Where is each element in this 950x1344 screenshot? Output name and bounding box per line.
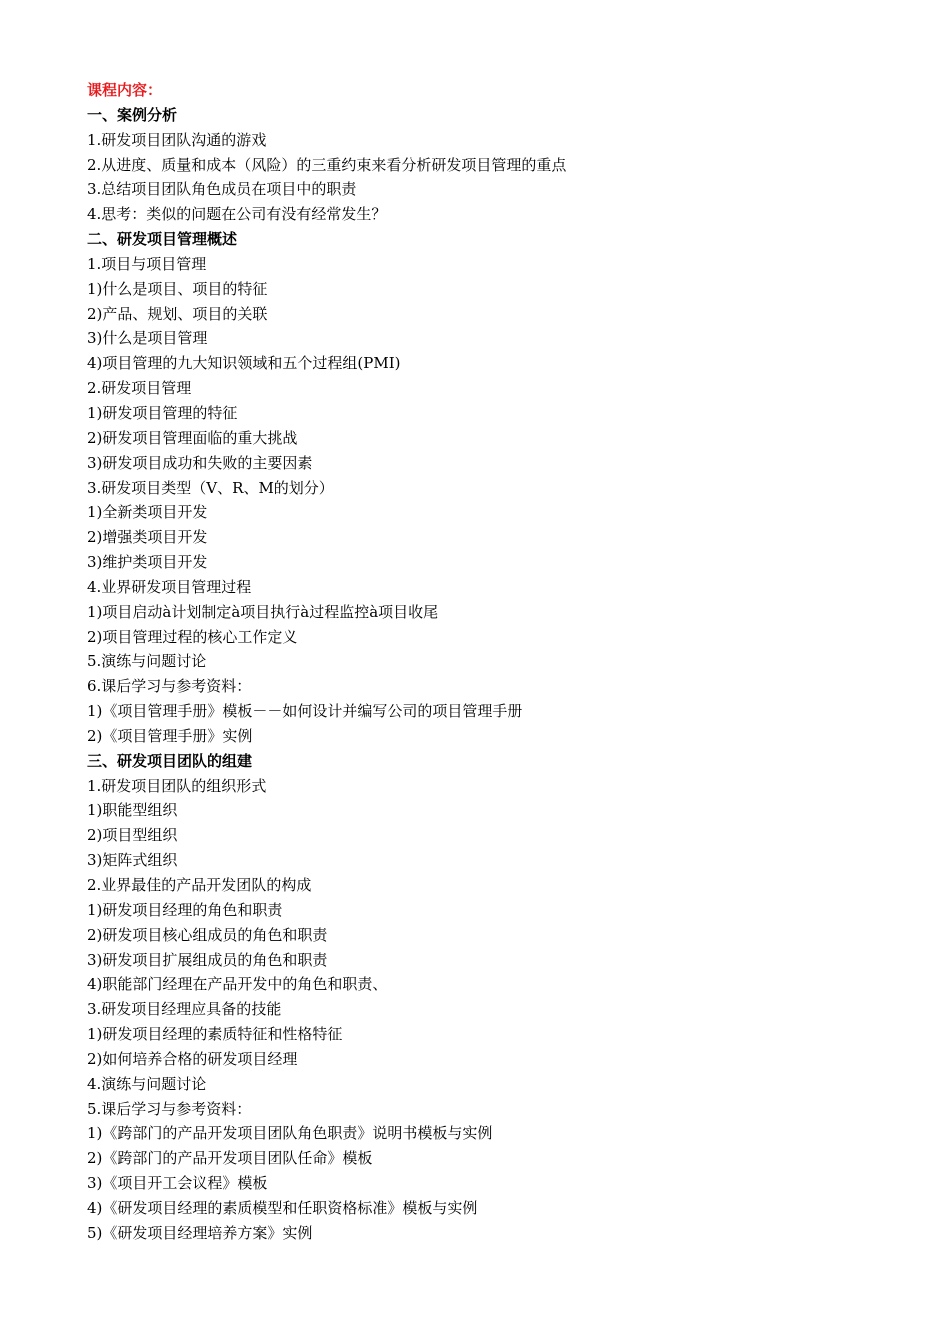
content-item: 2)产品、规划、项目的关联 — [87, 304, 268, 323]
content-item: 1.研发项目团队的组织形式 — [87, 776, 267, 795]
content-item: 2)项目型组织 — [87, 826, 178, 845]
content-item: 6.课后学习与参考资料： — [87, 677, 252, 696]
content-item: 3)什么是项目管理 — [87, 329, 208, 348]
content-item: 1)《跨部门的产品开发项目团队角色职责》说明书模板与实例 — [87, 1124, 493, 1143]
content-item: 1)《项目管理手册》模板－－如何设计并编写公司的项目管理手册 — [87, 702, 523, 721]
content-item: 2)《项目管理手册》实例 — [87, 726, 253, 745]
content-item: 1)全新类项目开发 — [87, 503, 208, 522]
content-item: 5)《研发项目经理培养方案》实例 — [87, 1223, 313, 1242]
content-item: 1.项目与项目管理 — [87, 254, 207, 273]
content-item: 1)什么是项目、项目的特征 — [87, 279, 268, 298]
content-item: 2)研发项目核心组成员的角色和职责 — [87, 925, 328, 944]
content-item: 3)《项目开工会议程》模板 — [87, 1174, 268, 1193]
content-item: 3.研发项目经理应具备的技能 — [87, 1000, 282, 1019]
content-item: 4.思考：类似的问题在公司有没有经常发生？ — [87, 205, 387, 224]
section-heading: 三、研发项目团队的组建 — [87, 751, 253, 770]
content-item: 5.演练与问题讨论 — [87, 652, 207, 671]
content-item: 1)职能型组织 — [87, 801, 178, 820]
content-item: 5.课后学习与参考资料： — [87, 1099, 252, 1118]
content-item: 2)研发项目管理面临的重大挑战 — [87, 428, 298, 447]
content-item: 3)矩阵式组织 — [87, 851, 178, 870]
section-heading: 二、研发项目管理概述 — [87, 230, 238, 249]
content-lines — [87, 103, 907, 1246]
content-item: 3.研发项目类型（V、R、M的划分） — [87, 478, 334, 497]
content-item: 2.从进度、质量和成本（风险）的三重约束来看分析研发项目管理的重点 — [87, 155, 567, 174]
content-item: 2)项目管理过程的核心工作定义 — [87, 627, 298, 646]
content-item: 1)项目启动à计划制定à项目执行à过程监控à项目收尾 — [87, 602, 439, 621]
document-page — [87, 78, 907, 1246]
section-heading: 一、案例分析 — [87, 105, 178, 124]
content-item: 3.总结项目团队角色成员在项目中的职责 — [87, 180, 357, 199]
content-item: 3)研发项目扩展组成员的角色和职责 — [87, 950, 328, 969]
content-item: 4)《研发项目经理的素质模型和任职资格标准》模板与实例 — [87, 1198, 478, 1217]
content-item: 4.业界研发项目管理过程 — [87, 577, 252, 596]
content-item: 4)项目管理的九大知识领域和五个过程组(PMI) — [87, 354, 401, 373]
content-item: 2)《跨部门的产品开发项目团队任命》模板 — [87, 1149, 373, 1168]
content-item: 4)职能部门经理在产品开发中的角色和职责、 — [87, 975, 388, 994]
content-item: 1.研发项目团队沟通的游戏 — [87, 130, 267, 149]
content-item: 1)研发项目管理的特征 — [87, 403, 238, 422]
content-item: 2)增强类项目开发 — [87, 528, 208, 547]
content-item: 2)如何培养合格的研发项目经理 — [87, 1049, 298, 1068]
content-item: 3)研发项目成功和失败的主要因素 — [87, 453, 313, 472]
content-item: 1)研发项目经理的角色和职责 — [87, 900, 283, 919]
content-item: 1)研发项目经理的素质特征和性格特征 — [87, 1025, 343, 1044]
content-item: 4.演练与问题讨论 — [87, 1074, 207, 1093]
content-item: 3)维护类项目开发 — [87, 553, 208, 572]
content-item: 2.业界最佳的产品开发团队的构成 — [87, 876, 312, 894]
content-item: 2.研发项目管理 — [87, 379, 192, 398]
page-title: 课程内容： — [87, 81, 163, 99]
